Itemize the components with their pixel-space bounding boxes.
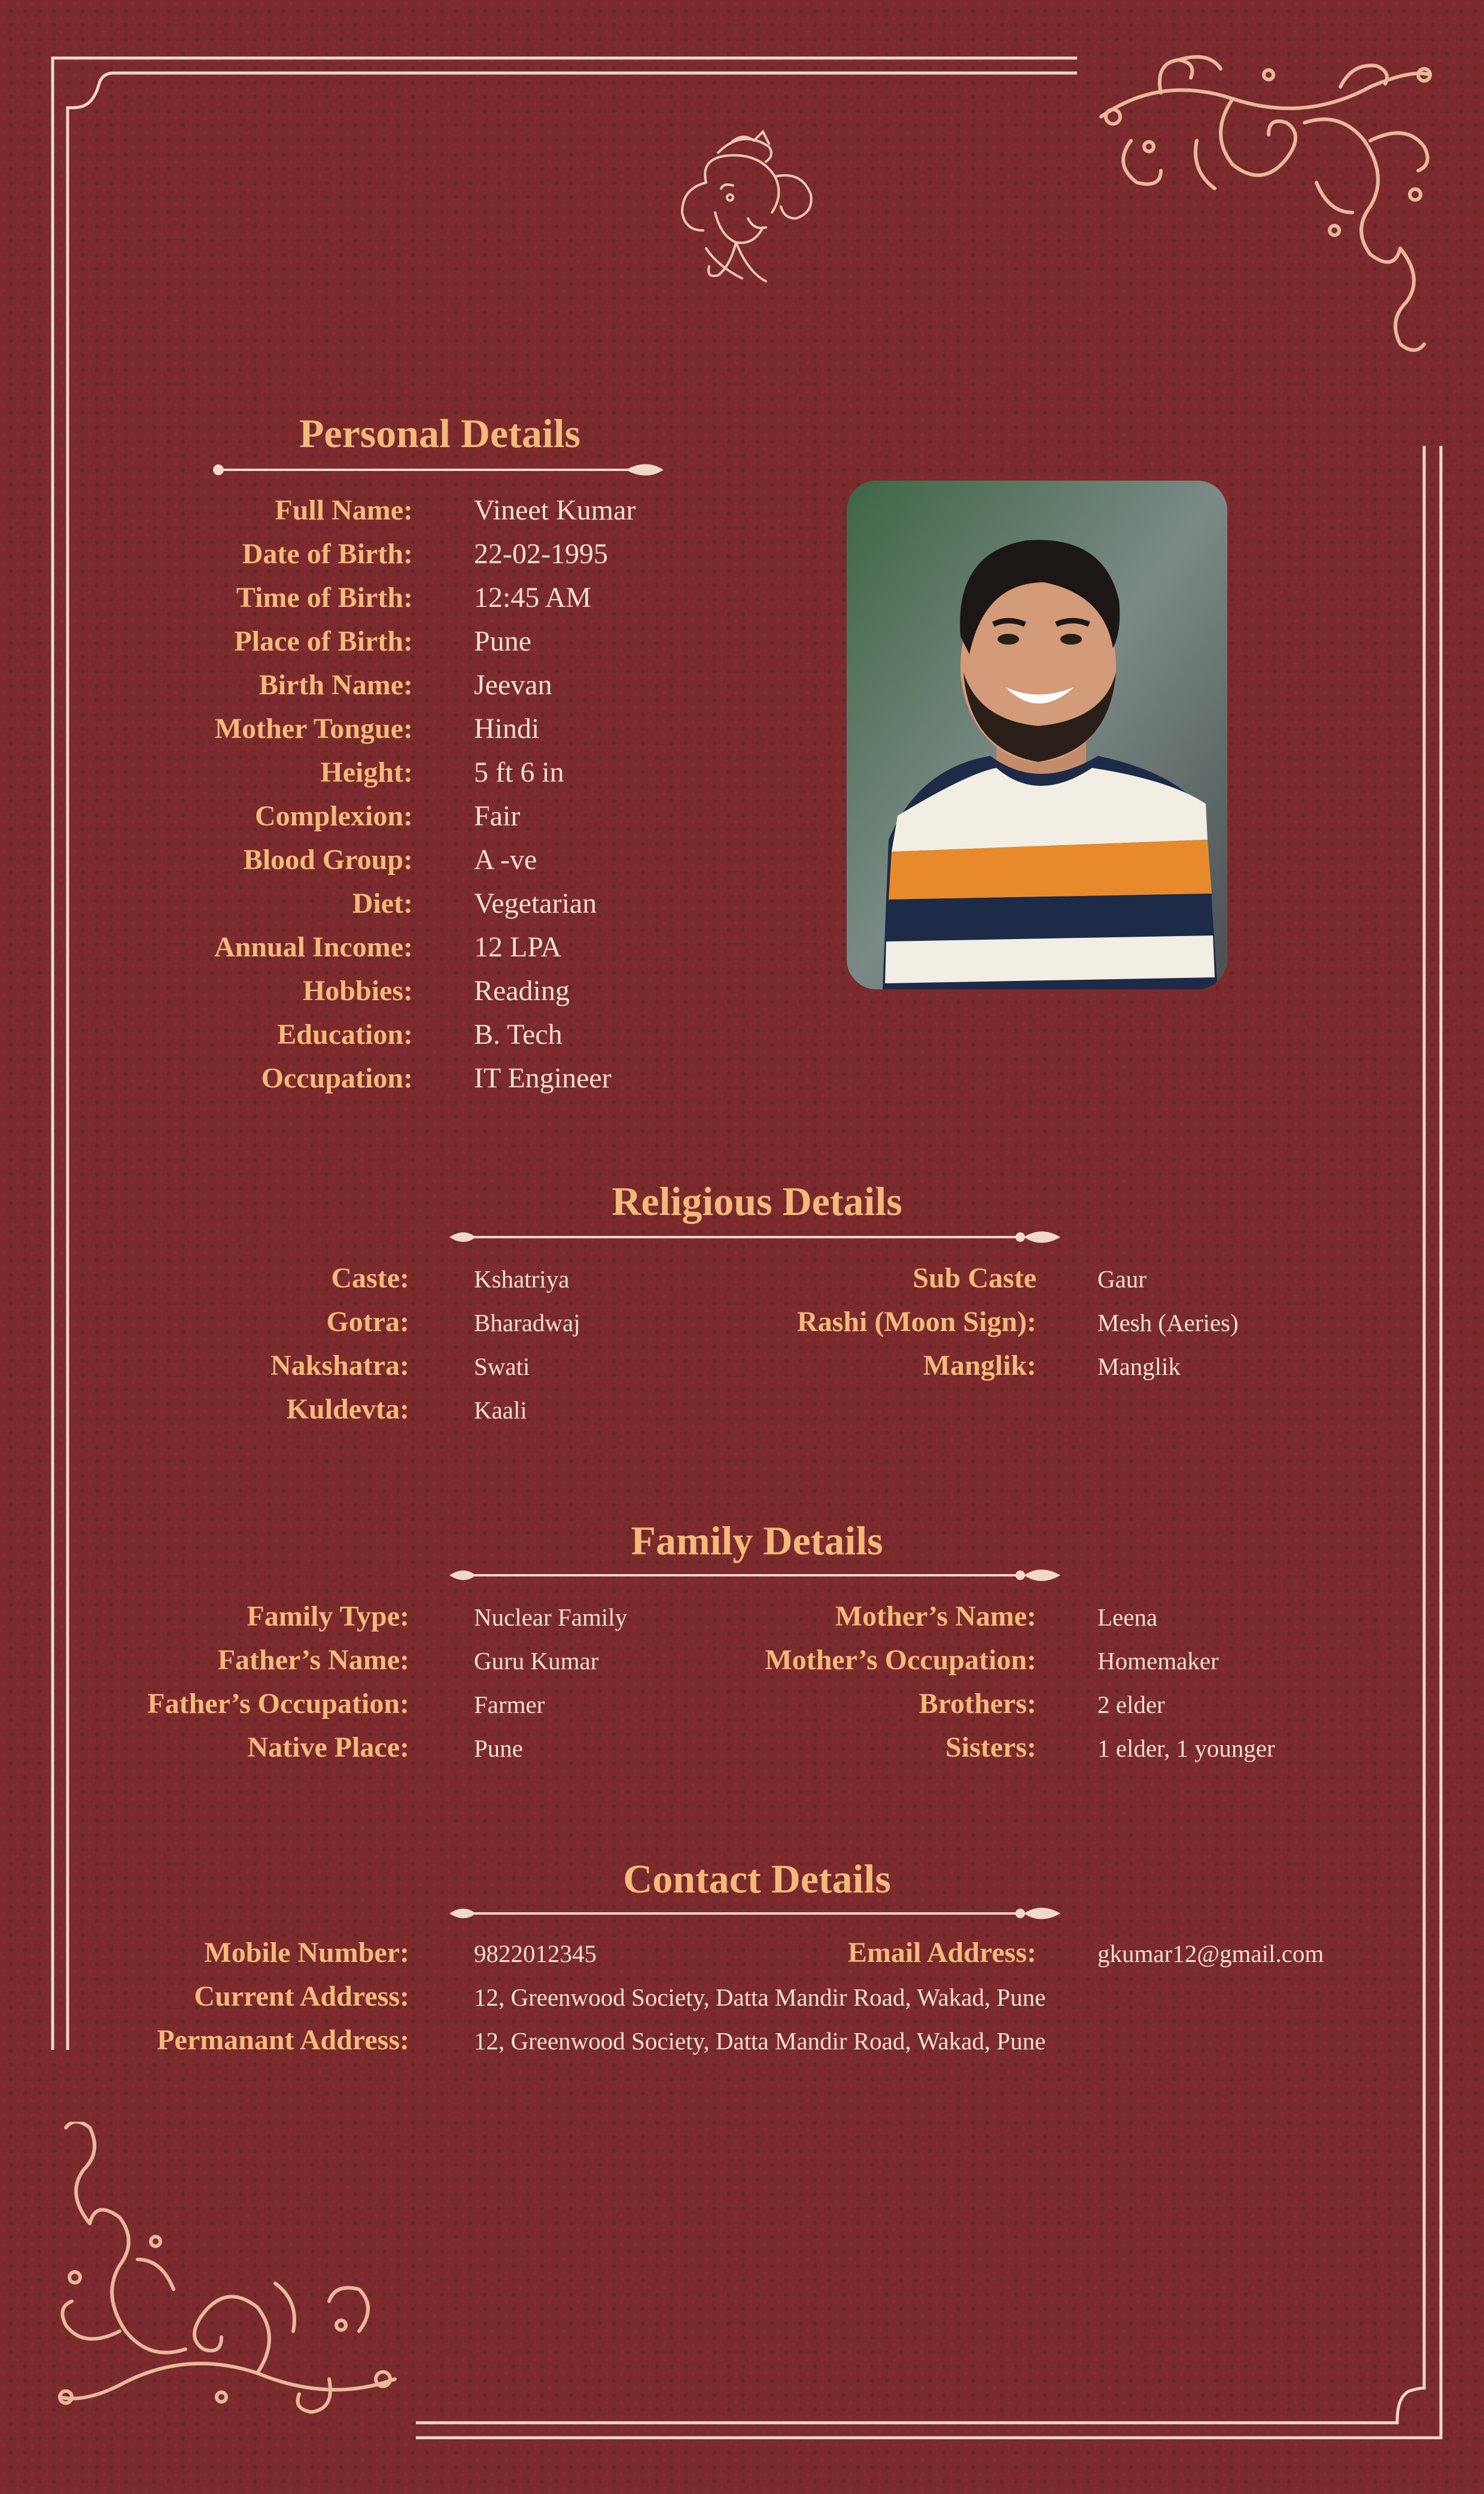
field-value: Hindi	[474, 713, 540, 745]
field-label: Rashi (Moon Sign):	[796, 1306, 1036, 1338]
mobile-number-value: 9822012345	[474, 1940, 597, 1967]
field-label: Father’s Occupation:	[147, 1688, 409, 1720]
current-address-label: Current Address:	[194, 1980, 409, 2012]
title-divider	[449, 1566, 1065, 1584]
field-value: Swati	[474, 1353, 530, 1380]
field-label: Diet:	[352, 888, 413, 919]
title-divider	[209, 461, 670, 479]
field-label: Full Name:	[275, 494, 413, 526]
field-label: Time of Birth:	[236, 582, 413, 613]
field-value: 22-02-1995	[474, 538, 608, 570]
field-label: Education:	[277, 1019, 413, 1050]
mobile-number-label: Mobile Number:	[204, 1937, 409, 1969]
field-value: Bharadwaj	[474, 1309, 580, 1336]
field-label: Annual Income:	[214, 931, 413, 963]
field-value: Leena	[1097, 1603, 1158, 1631]
email-address-label: Email Address:	[847, 1937, 1036, 1969]
field-value: Kshatriya	[474, 1265, 570, 1293]
field-value: Nuclear Family	[474, 1603, 628, 1631]
field-label: Kuldevta:	[286, 1393, 409, 1425]
field-label: Complexion:	[255, 800, 413, 832]
field-value: A -ve	[474, 844, 537, 876]
field-value: 5 ft 6 in	[474, 757, 564, 788]
field-value: Manglik	[1097, 1353, 1181, 1380]
field-value: Homemaker	[1097, 1647, 1219, 1675]
corner-floral-bottom-left	[48, 2122, 407, 2421]
family-details-title: Family Details	[631, 1518, 883, 1563]
email-address-value: gkumar12@gmail.com	[1097, 1940, 1324, 1967]
field-label: Native Place:	[247, 1731, 409, 1763]
field-label: Birth Name:	[259, 669, 413, 701]
field-value: B. Tech	[474, 1019, 562, 1050]
field-value: Mesh (Aeries)	[1097, 1309, 1239, 1336]
contact-details-title: Contact Details	[623, 1856, 891, 1901]
current-address-value: 12, Greenwood Society, Datta Mandir Road, Wakad, Pune	[474, 1983, 1046, 2011]
field-value: Vegetarian	[474, 888, 597, 919]
personal-details-title: Personal Details	[299, 411, 581, 456]
field-label: Manglik:	[923, 1350, 1036, 1381]
field-label: Place of Birth:	[234, 625, 413, 657]
title-divider	[449, 1228, 1065, 1246]
field-label: Date of Birth:	[242, 538, 413, 570]
field-label: Hobbies:	[302, 975, 413, 1007]
title-divider	[449, 1904, 1065, 1922]
field-label: Gotra:	[326, 1306, 409, 1338]
field-label: Mother’s Name:	[835, 1600, 1036, 1632]
field-value: Guru Kumar	[474, 1647, 599, 1675]
field-value: Vineet Kumar	[474, 494, 636, 526]
field-label: Nakshatra:	[270, 1350, 409, 1381]
profile-photo	[847, 481, 1227, 989]
field-label: Caste:	[331, 1262, 409, 1294]
field-value: 1 elder, 1 younger	[1097, 1734, 1275, 1762]
field-value: Fair	[474, 800, 521, 832]
field-value: Jeevan	[474, 669, 552, 701]
field-value: 12 LPA	[474, 931, 562, 963]
field-value: IT Engineer	[474, 1062, 612, 1094]
field-label: Blood Group:	[243, 844, 413, 876]
field-value: Kaali	[474, 1396, 527, 1424]
field-label: Brothers:	[919, 1688, 1036, 1720]
field-label: Mother’s Occupation:	[765, 1644, 1036, 1676]
field-value: 2 elder	[1097, 1691, 1165, 1718]
field-label: Occupation:	[261, 1062, 413, 1094]
permanent-address-value: 12, Greenwood Society, Datta Mandir Road, Wakad, Pune	[474, 2027, 1046, 2055]
permanent-address-label: Permanant Address:	[157, 2024, 409, 2056]
field-label: Sub Caste	[913, 1262, 1036, 1294]
field-value: Gaur	[1097, 1265, 1147, 1293]
field-label: Height:	[320, 757, 413, 788]
corner-floral-top-right	[1089, 51, 1448, 368]
field-value: Reading	[474, 975, 570, 1007]
religious-details-title: Religious Details	[612, 1178, 902, 1224]
field-label: Mother Tongue:	[214, 713, 413, 745]
field-label: Father’s Name:	[217, 1644, 409, 1676]
field-value: Pune	[474, 625, 531, 657]
ganesha-icon	[664, 129, 820, 296]
field-value: 12:45 AM	[474, 582, 592, 613]
field-label: Family Type:	[247, 1600, 409, 1632]
field-value: Pune	[474, 1734, 523, 1762]
field-value: Farmer	[474, 1691, 545, 1718]
field-label: Sisters:	[945, 1731, 1036, 1763]
